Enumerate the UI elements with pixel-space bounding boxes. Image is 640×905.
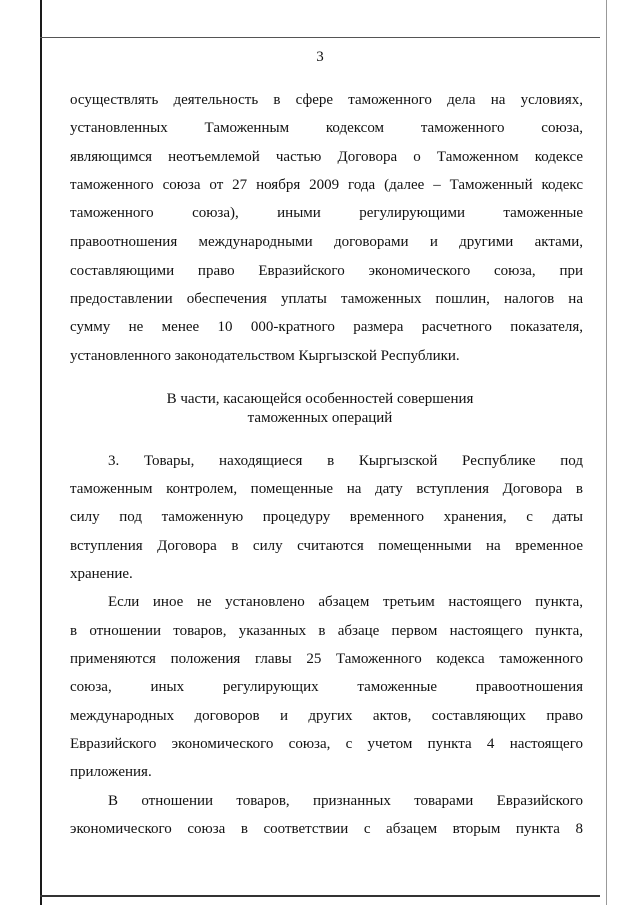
paragraph2-line: таможенным контролем, помещенные на дату вступления Договора в <box>70 481 583 497</box>
paragraph1-line: установленного законодательством Кыргызской Республики. <box>70 348 460 364</box>
section-heading: В части, касающейся особенностей совершения <box>166 391 474 407</box>
paragraph3-line: Если иное не установлено абзацем третьим настоящего пункта, <box>108 594 583 610</box>
scan-border-bottom <box>40 895 600 897</box>
paragraph1-line: установленных Таможенным кодексом таможенного союза, <box>70 120 583 136</box>
paragraph2-line: вступления Договора в силу считаются помещенными на временное <box>70 538 583 554</box>
page-number: 3 <box>316 49 324 65</box>
paragraph4-line: В отношении товаров, признанных товарами Евразийского <box>108 793 583 809</box>
paragraph1-line: сумму не менее 10 000-кратного размера расчетного показателя, <box>70 319 583 335</box>
paragraph1-line: составляющими право Евразийского экономического союза, при <box>70 263 583 279</box>
paragraph2-line: 3. Товары, находящиеся в Кыргызской Республике под <box>108 453 583 469</box>
paragraph2-line: силу под таможенную процедуру временного хранения, с даты <box>70 509 583 525</box>
paragraph3-line: в отношении товаров, указанных в абзаце первом настоящего пункта, <box>70 623 583 639</box>
paragraph1-line: правоотношения международными договорами и другими актами, <box>70 234 583 250</box>
paragraph1-line: являющимся неотъемлемой частью Договора о Таможенном кодексе <box>70 149 583 165</box>
paragraph3-line: приложения. <box>70 764 152 780</box>
paragraph2-line: хранение. <box>70 566 133 582</box>
paragraph1-line: таможенного союза от 27 ноября 2009 года (далее – Таможенный кодекс <box>70 177 583 193</box>
paragraph3-line: применяются положения главы 25 Таможенного кодекса таможенного <box>70 651 583 667</box>
scan-border-left <box>40 0 42 905</box>
scan-border-top <box>40 37 600 38</box>
paragraph4-line: экономического союза в соответствии с абзацем вторым пункта 8 <box>70 821 583 837</box>
paragraph3-line: международных договоров и других актов, составляющих право <box>70 708 583 724</box>
section-heading: таможенных операций <box>247 410 393 426</box>
paragraph1-line: таможенного союза), иными регулирующими таможенные <box>70 205 583 221</box>
paragraph3-line: Евразийского экономического союза, с учетом пункта 4 настоящего <box>70 736 583 752</box>
scan-border-right <box>606 0 607 905</box>
paragraph3-line: союза, иных регулирующих таможенные правоотношения <box>70 679 583 695</box>
paragraph1-line: осуществлять деятельность в сфере таможенного дела на условиях, <box>70 92 583 108</box>
paragraph1-line: предоставлении обеспечения уплаты таможенных пошлин, налогов на <box>70 291 583 307</box>
